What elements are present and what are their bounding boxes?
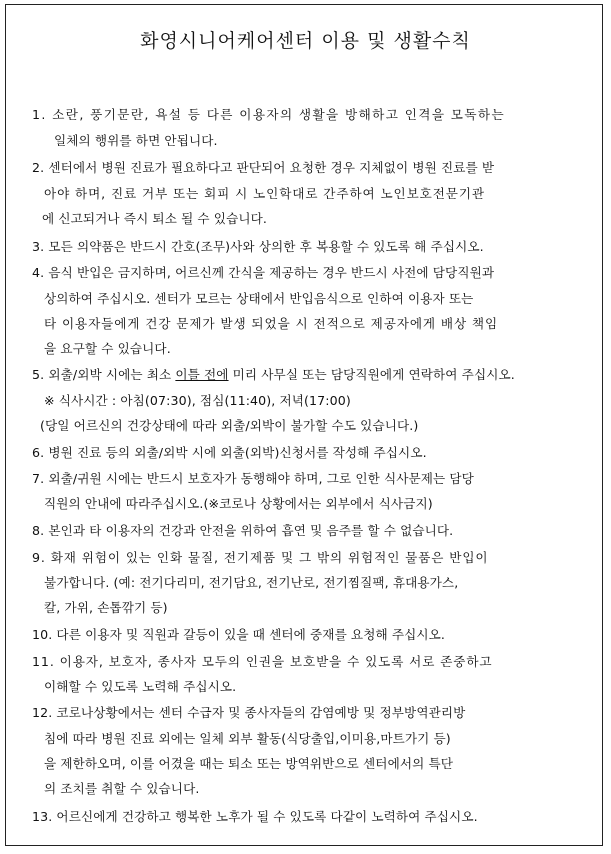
rule-10-line-1: 10. 다른 이용자 및 직원과 갈등이 있을 때 센터에 중재를 요청해 주십시오.	[32, 627, 446, 642]
rule-12-line-2: 침에 따라 병원 진료 외에는 일체 외부 활동(식당출입,이미용,마트가기 등)	[44, 731, 451, 746]
rule-5-meal-times: ※ 식사시간 : 아침(07:30), 점심(11:40), 저녁(17:00)	[44, 393, 351, 408]
rule-3-line-1: 3. 모든 의약품은 반드시 간호(조무)사와 상의한 후 복용할 수 있도록 해 주십시오.	[32, 239, 484, 254]
rule-6-line-1: 6. 병원 진료 등의 외출/외박 시에 외출(외박)신청서를 작성해 주십시오.	[32, 445, 427, 460]
rule-1-line-2: 일체의 행위를 하면 안됩니다.	[54, 133, 218, 148]
rule-5-note: (당일 어르신의 건강상태에 따라 외출/외박이 불가할 수도 있습니다.)	[40, 418, 419, 433]
rule-4-line-3: 타 이용자들에게 건강 문제가 발생 되었을 시 전적으로 제공자에게 배상 책임	[44, 316, 499, 331]
rule-5-text-a: 5. 외출/외박 시에는 최소	[32, 367, 176, 382]
rule-9-line-2: 불가합니다. (예: 전기다리미, 전기담요, 전기난로, 전기찜질팩, 휴대용가스,	[44, 575, 459, 590]
rule-8-line-1: 8. 본인과 타 이용자의 건강과 안전을 위하여 흡연 및 음주를 할 수 없습니다.	[32, 523, 454, 538]
rule-12-line-4: 의 조치를 취할 수 있습니다.	[44, 781, 200, 796]
rule-2-line-3: 에 신고되거나 즉시 퇴소 될 수 있습니다.	[42, 211, 267, 226]
rule-11-line-2: 이해할 수 있도록 노력해 주십시오.	[44, 679, 237, 694]
rule-7-line-2: 직원의 안내에 따라주십시오.(※코로나 상황에서는 외부에서 식사금지)	[44, 496, 433, 511]
rule-11-line-1: 11. 이용자, 보호자, 종사자 모두의 인권을 보호받을 수 있도록 서로 존중하고	[32, 654, 493, 669]
rule-2-line-2: 아야 하며, 진료 거부 또는 회피 시 노인학대로 간주하여 노인보호전문기관	[44, 186, 485, 201]
rule-13-line-1: 13. 어르신에게 건강하고 행복한 노후가 될 수 있도록 다같이 노력하여 주십시오.	[32, 809, 478, 824]
rule-5-deadline: 이틀 전에	[175, 367, 229, 382]
rule-4-line-4: 을 요구할 수 있습니다.	[44, 341, 171, 356]
rule-5-line-1	[32, 364, 515, 383]
rule-7-line-1: 7. 외출/귀원 시에는 반드시 보호자가 동행해야 하며, 그로 인한 식사문제는 담당	[32, 471, 474, 486]
rule-12-line-1: 12. 코로나상황에서는 센터 수급자 및 종사자들의 감염예방 및 정부방역관리방	[32, 705, 466, 720]
rule-4-line-1: 4. 음식 반입은 금지하며, 어르신께 간식을 제공하는 경우 반드시 사전에 담당직원과	[32, 265, 495, 280]
rule-4-line-2: 상의하여 주십시오. 센터가 모르는 상태에서 반입음식으로 인하여 이용자 또는	[44, 291, 474, 306]
rule-9-line-1: 9. 화재 위험이 있는 인화 물질, 전기제품 및 그 밖의 위험적인 물품은 반입이	[32, 550, 489, 565]
rule-12-line-3: 을 제한하오며, 이를 어겼을 때는 퇴소 또는 방역위반으로 센터에서의 특단	[44, 756, 453, 771]
rule-1-line-1: 1. 소란, 풍기문란, 욕설 등 다른 이용자의 생활을 방해하고 인격을 모독하는	[32, 107, 506, 122]
rule-2-line-1: 2. 센터에서 병원 진료가 필요하다고 판단되어 요청한 경우 지체없이 병원 진료를 받	[32, 160, 495, 175]
rule-5-text-b: 미리 사무실 또는 담당직원에게 연락하여 주십시오.	[228, 367, 515, 382]
document-title: 화영시니어케어센터 이용 및 생활수칙	[140, 30, 471, 52]
rule-9-line-3: 칼, 가위, 손톱깎기 등)	[44, 600, 168, 615]
